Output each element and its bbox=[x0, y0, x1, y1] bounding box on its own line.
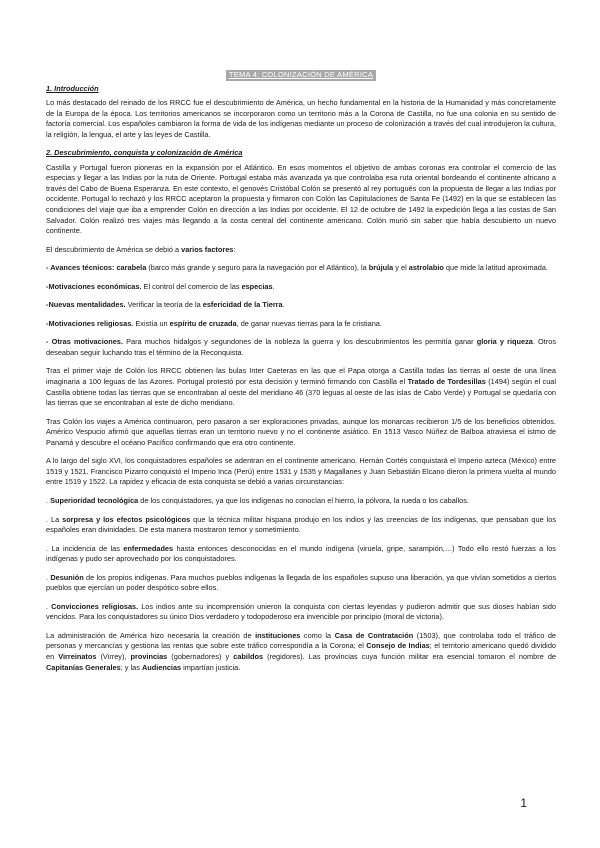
conquest-paragraph: A lo largo del siglo XVI, los conquistadores españoles se adentran en el continente americano. Hernán Cortés conquistará el Imperio azteca (México) entre 1519 y 1521. Francisco Pizarro conquistó el Imperio Inca (Perú) entre 1531 y 1535 y Magallanes y Juan Sebastián Elcano dieron la primera vuelta al mundo entre 1519 y 1522. La rapidez y eficacia de esta conquista se debió a varias circunstancias: bbox=[46, 456, 556, 487]
factor-mentality: -Nuevas mentalidades. Verificar la teoría de la esfericidad de la Tierra. bbox=[46, 300, 285, 310]
bulas-paragraph: Tras el primer viaje de Colón los RRCC obtienen las bulas Inter Caeteras en las que el Papa otorga a Castilla todas las tierras al oeste de una línea imaginaria a 100 leguas de las Azores. Portugal protestó por esta decisión y terminó firmando con Castilla el Tratado de Tordesillas (1494) según el cual Castilla obtiene todas las tierras que se encontraban al oeste del meridiano 46 (370 leguas al oeste de las islas de Cabo Verde) y Portugal se quedaría con las tierras que se encontraban al este de dicho meridiano. bbox=[46, 366, 556, 408]
section-1-heading: 1. Introducción bbox=[46, 83, 99, 93]
voyages-paragraph: Tras Colón los viajes a América continuaron, pero pasaron a ser exploraciones privadas, aunque los monarcas recibieron 1/5 de los beneficios obtenidos. Américo Vespucio afirmó que aquellas tierras eran un territorio nuevo y no el continente asiático. En 1513 Vasco Núñez de Balboa atraviesa el istmo de Panamá y descubre el océano Pacífico confirmando que era otro continente. bbox=[46, 416, 556, 447]
page-number: 1 bbox=[520, 796, 527, 810]
circumstance-diseases: . La incidencia de las enfermedades hasta entonces desconocidas en el mundo indígena (viruela, gripe, sarampión,…) Todo ello restó fuerzas a los indígenas y pudo ser aprovechado por los conquistadores. bbox=[46, 543, 556, 564]
title-wrap bbox=[46, 70, 556, 81]
intro-paragraph: Lo más destacado del reinado de los RRCC fue el descubrimiento de América, un hecho fundamental en la historia de la Humanidad y más concretamente de la Europa de la época. Los territorios americanos se incorporaron como un territorio más a la Corona de Castilla, no fue una colonia en su sentido de factoría comercial. Los españoles cambiaron la forma de vida de los indígenas mediante un proceso de colonización a través del cual introdujeron la cultura, la religión, la lengua, el arte y las leyes de Castilla. bbox=[46, 98, 556, 139]
factor-technical: - Avances técnicos: carabela (barco más grande y seguro para la navegación por el Atlántico), la brújula y el astrolabio que mide la latitud aproximada. bbox=[46, 263, 548, 273]
circumstance-surprise: . La sorpresa y los efectos psicológicos que la técnica militar hispana produjo en los indios y las creencias de los indígenas, que pensaban que los españoles eran divinidades. De esta manera mostraron temor y sometimiento. bbox=[46, 514, 556, 535]
section-2-heading: 2. Descubrimiento, conquista y colonización de América bbox=[46, 148, 243, 158]
factors-intro: El descubrimiento de América se debió a varios factores: bbox=[46, 244, 236, 254]
factor-religious: -Motivaciones religiosas. Existía un espíritu de cruzada, de ganar nuevas tierras para la fe cristiana. bbox=[46, 318, 382, 328]
circumstance-technology: . Superioridad tecnológica de los conquistadores, ya que los indígenas no conocían el hierro, la pólvora, la rueda o los caballos. bbox=[46, 495, 469, 505]
circumstance-disunity: . Desunión de los propios indígenas. Para muchos pueblos indígenas la llegada de los españoles supuso una liberación, ya que vivían sometidos a ciertos pueblos que ejercían un poder despótico sobre ellos. bbox=[46, 572, 556, 593]
factor-other: - Otras motivaciones. Para muchos hidalgos y segundones de la nobleza la guerra y los descubrimientos les permitía ganar gloria y riqueza. Otros deseaban seguir luchando tras el término de la Reconquista. bbox=[46, 337, 556, 357]
document-page bbox=[46, 70, 556, 681]
document-title: TEMA 4: COLONIZACIÓN DE AMÉRICA bbox=[226, 70, 376, 81]
administration-paragraph: La administración de América hizo necesaria la creación de instituciones como la Casa de Contratación (1503), que controlaba todo el tráfico de personas y mercancías y gestiona las rentas que sobre este tráfico correspondía a la Corona; el Consejo de Indias; el territorio americano quedó dividido en Virreinatos (Virrey), provincias (gobernadores) y cabildos (regidores). Las provincias cuya función militar era esencial tomaron el nombre de Capitanías Generales; y las Audiencias impartían justicia. bbox=[46, 630, 557, 672]
discovery-paragraph: Castilla y Portugal fueron pioneras en la expansión por el Atlántico. En esos momentos el objetivo de ambas coronas era controlar el comercio de las especias y llegar a las Indias por la ruta de Oriente. Portugal estaba más avanzada ya que controlaba esa ruta oriental bordeando el continente africano a través del Cabo de Buena Esperanza. En este contexto, el genovés Cristóbal Colón se presentó al rey portugués con la propuesta de llegar a las Indias por occidente. Portugal lo rechazó y los RRCC aceptaron la propuesta y firmaron con Colón las Capitulaciones de Santa Fe (1492) en la que se establecen las condiciones del viaje que iba a emprender Colón en dirección a las Indias por occidente. El 12 de octubre de 1492 la expedición llega a las costas de San Salvador. Colón realizó tres viajes más llegando a la costa central del continente americano. Colón murió sin saber que había descubierto un nuevo continente. bbox=[46, 162, 556, 236]
circumstance-religious: . Convicciones religiosas. Los indios ante su incomprensión unieron la conquista con ciertas leyendas y pudieron admitir que sus dioses habían sido vencidos. Para los conquistadores su único Dios verdadero y todopoderoso era invencible por principio (moral de victoria). bbox=[46, 601, 556, 622]
factor-economic: -Motivaciones económicas. El control del comercio de las especias. bbox=[46, 281, 275, 291]
